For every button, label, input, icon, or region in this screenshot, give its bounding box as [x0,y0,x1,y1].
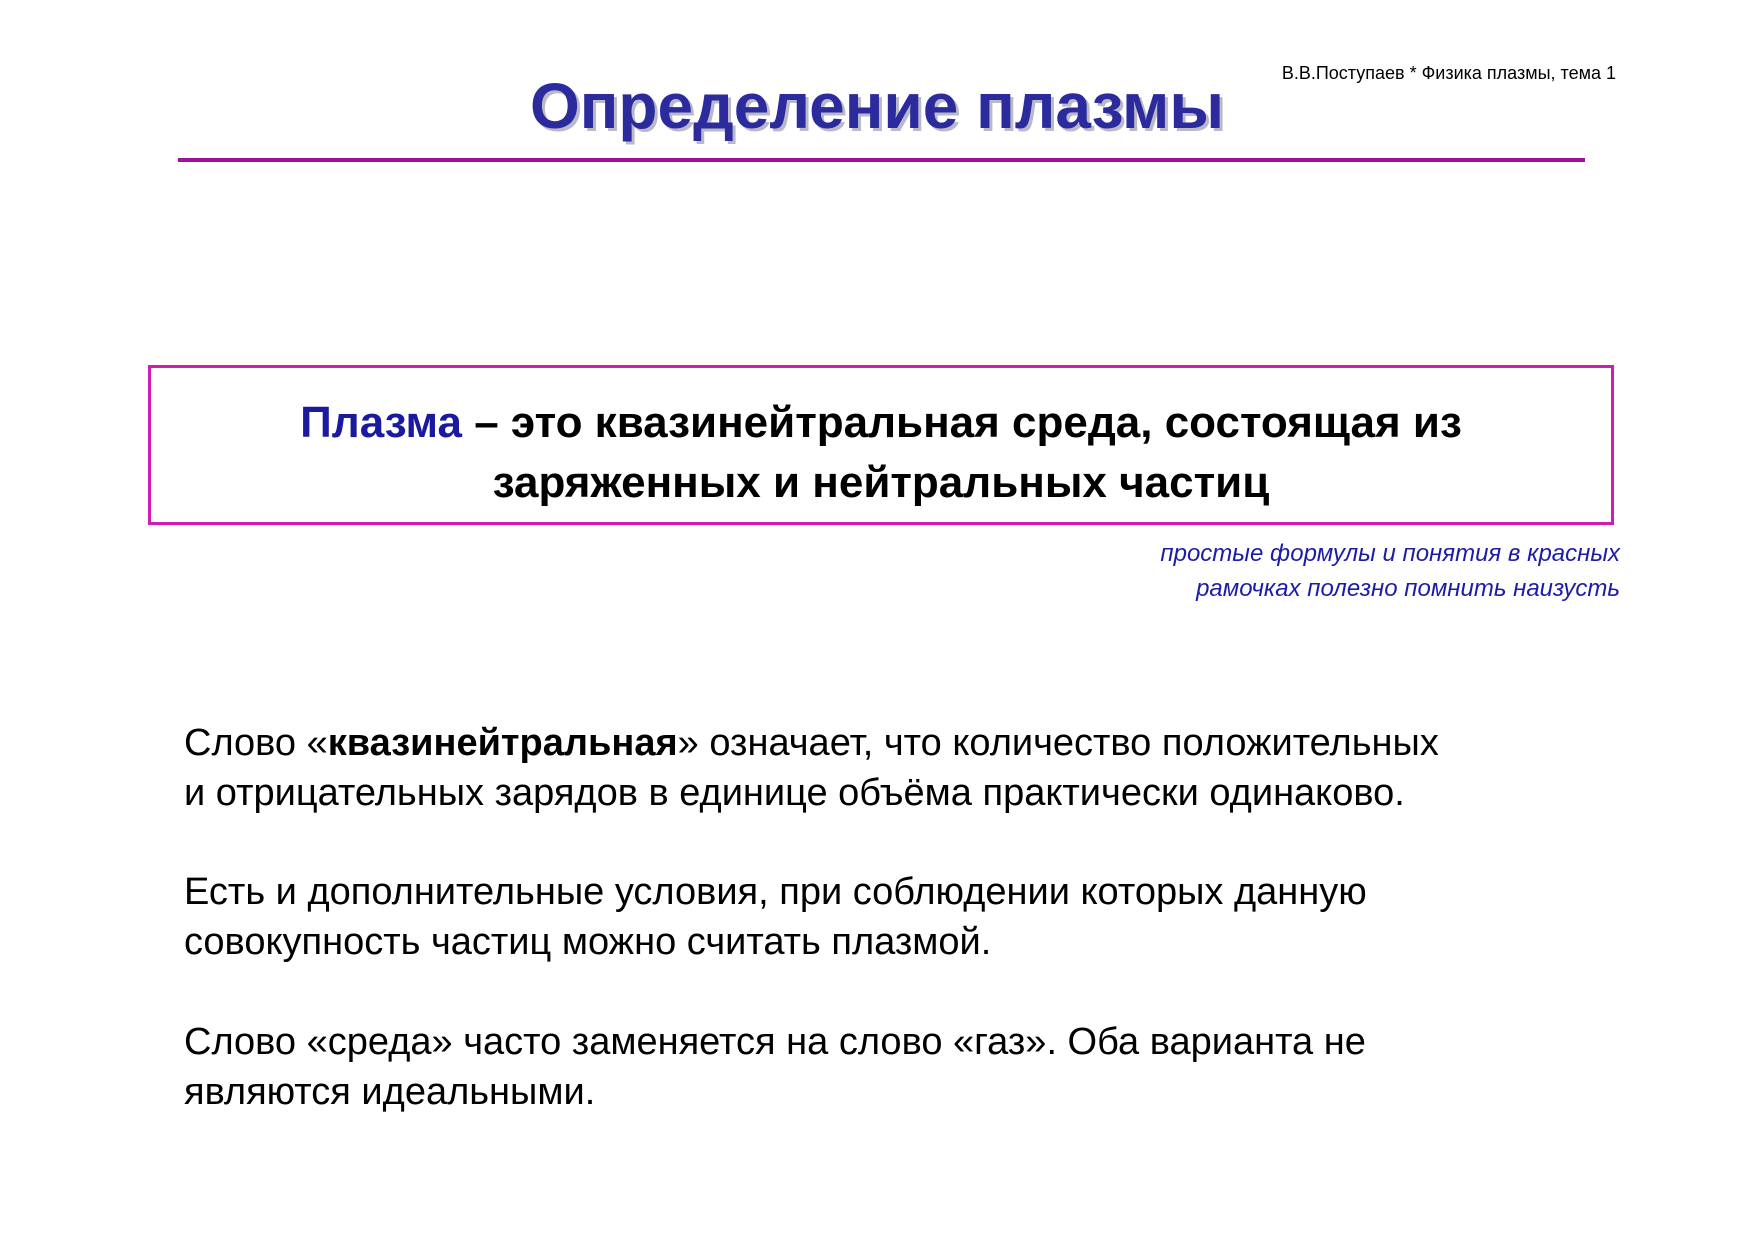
paragraph-1-line-2: и отрицательных зарядов в единице объёма практически одинаково. [184,772,1405,814]
memo-note-line-2: рамочках полезно помнить наизусть [1196,575,1620,602]
memo-note-line-1: простые формулы и понятия в красных [1160,540,1620,567]
title-divider [178,158,1585,162]
definition-box [148,365,1614,525]
paragraph-1-line-1 [184,718,1439,768]
definition-line-1 [151,393,1611,453]
paragraph-conditions [184,867,1367,967]
header-note: В.В.Поступаев * Физика плазмы, тема 1 [1281,63,1616,83]
paragraph-quasineutral [184,718,1439,818]
page-title: Определение плазмы [529,70,1225,142]
paragraph-2-line-1: Есть и дополнительные условия, при соблюдении которых данную [184,871,1367,913]
paragraph-1-bold-term: квазинейтральная [327,722,678,764]
paragraph-terminology [184,1017,1366,1117]
definition-line-2: заряженных и нейтральных частиц [492,458,1270,507]
paragraph-3-line-1: Слово «среда» часто заменяется на слово «газ». Оба варианта не [184,1021,1366,1063]
definition-term: Плазма [300,398,462,447]
definition-text-1: – это квазинейтральная среда, состоящая из [461,398,1462,447]
paragraph-1-suffix: » означает, что количество положительных [677,722,1439,764]
paragraph-1-prefix: Слово « [184,722,328,764]
paragraph-3-line-2: являются идеальными. [184,1071,596,1113]
memo-note [1160,536,1620,606]
paragraph-2-line-2: совокупность частиц можно считать плазмой. [184,921,992,963]
